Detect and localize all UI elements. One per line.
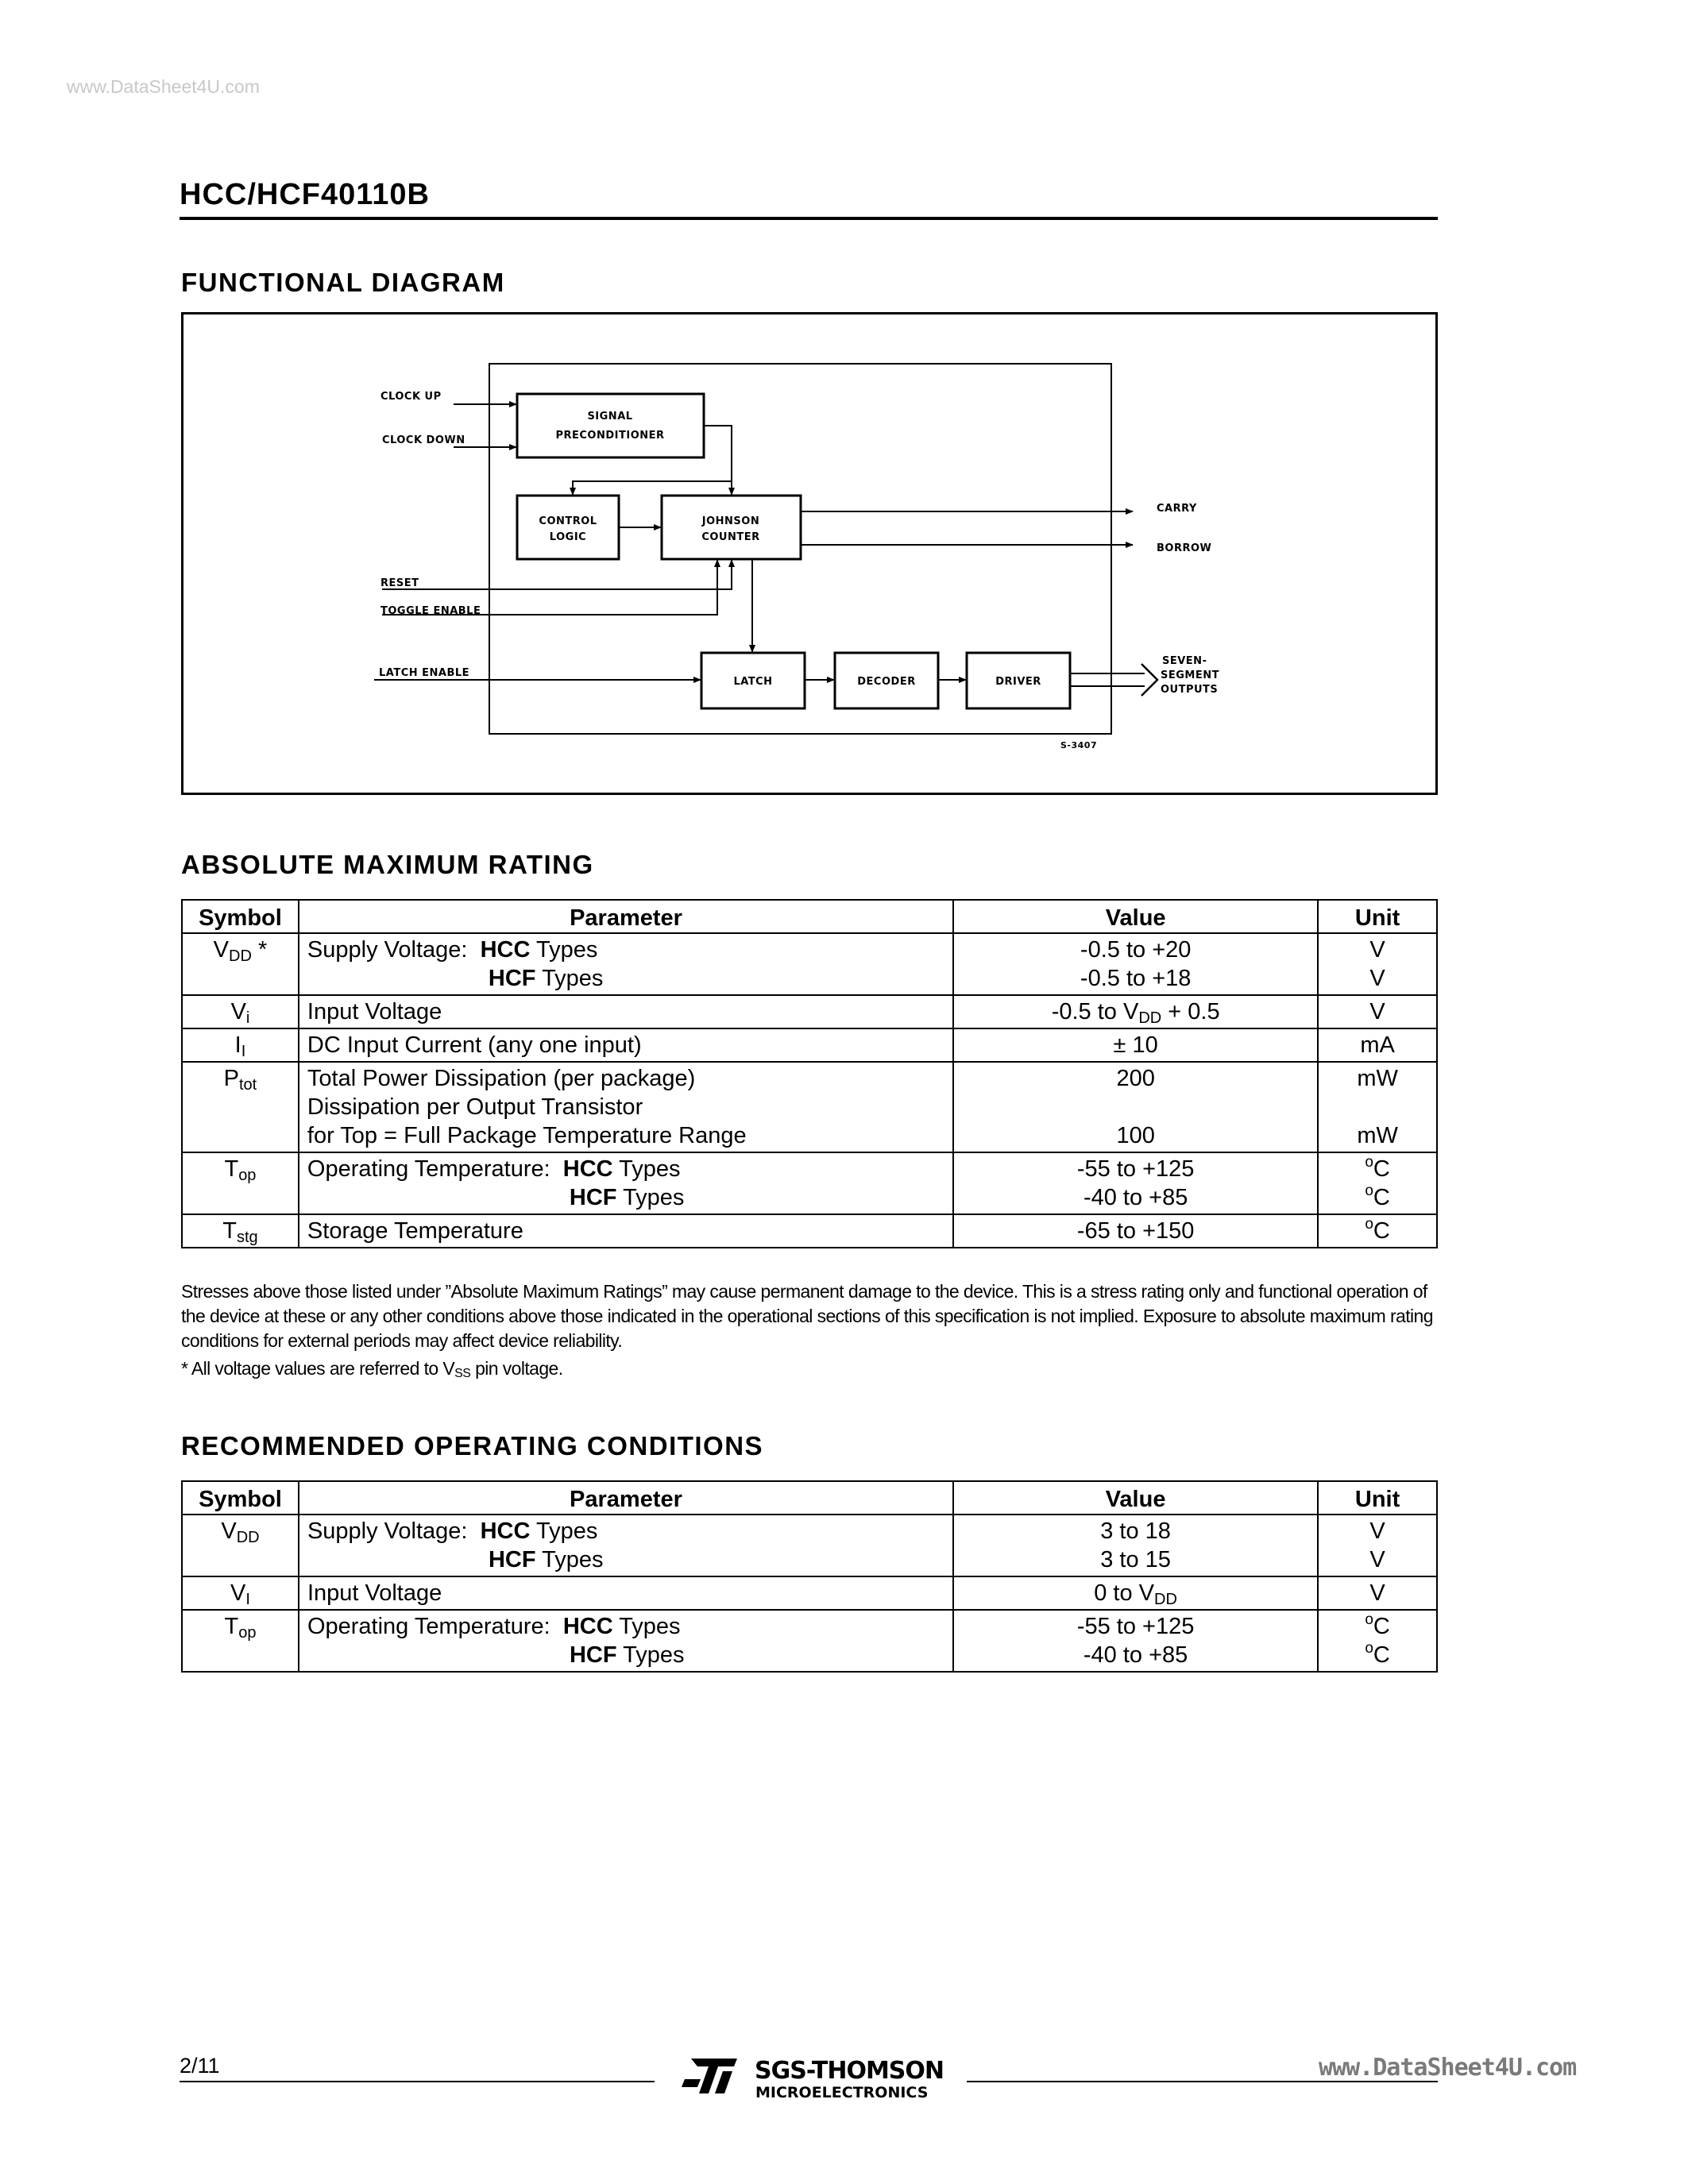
- segment-label: SEGMENT: [1161, 669, 1219, 681]
- col-symbol: Symbol: [182, 900, 299, 933]
- table-row: $P_{tot}$ Total Power Dissipation (per package) Dissipation per Output Transistor for Top = Full Package Temperature Range 200 100 mW mW: [182, 1062, 1437, 1152]
- table-row: $T_{op}$ Operating Temperature: HCC Types HCF Types -55 to +125 -40 to +85 $^o$C $^o$C: [182, 1152, 1437, 1214]
- functional-diagram: [183, 314, 1435, 793]
- voltage-reference-note: * All voltage values are referred to $V_{SS}$ pin voltage.: [181, 1358, 563, 1380]
- abs-max-table: [181, 899, 1438, 1248]
- title-rule: [180, 217, 1438, 220]
- table-row: $I_I$ DC Input Current (any one input) ± 10 mA: [182, 1028, 1437, 1062]
- col-symbol: Symbol: [182, 1481, 299, 1515]
- johnson-label: JOHNSON: [701, 515, 760, 527]
- borrow-label: BORROW: [1157, 542, 1212, 554]
- carry-label: CARRY: [1157, 503, 1197, 515]
- signal-preconditioner-block: [517, 394, 704, 457]
- figure-id: S-3407: [1060, 740, 1098, 751]
- watermark-bottom: www.DataSheet4U.com: [1319, 2054, 1577, 2082]
- functional-diagram-frame: [181, 312, 1438, 795]
- toggle-enable-label: TOGGLE ENABLE: [380, 605, 481, 617]
- preconditioner-label: PRECONDITIONER: [555, 430, 665, 442]
- watermark-top: www.DataSheet4U.com: [67, 76, 260, 97]
- outputs-label: OUTPUTS: [1161, 684, 1219, 696]
- page-number: 2/11: [180, 2054, 220, 2078]
- logo-division: MICROELECTRONICS: [755, 2084, 929, 2101]
- st-logo-icon: [680, 2055, 744, 2097]
- logic-label: LOGIC: [549, 531, 587, 543]
- table-row: $V_{DD}$ Supply Voltage: HCC Types HCF Types 3 to 18 3 to 15 V V: [182, 1515, 1437, 1576]
- table-header-row: [182, 900, 1437, 933]
- abs-max-note: Stresses above those listed under ”Absolute Maximum Ratings” may cause permanent damage to the device. This is a stress rating only and functional operation of the device at these or any other conditions above those indicated in the operational sections of this specification is not implied. Exposure to absolute maximum rating conditions for external periods may affect device reliability.: [181, 1281, 1433, 1351]
- signal-label: SIGNAL: [587, 411, 633, 423]
- johnson-counter-block: [662, 496, 801, 559]
- col-parameter: Parameter: [299, 1481, 953, 1515]
- table-row: $T_{stg}$ Storage Temperature -65 to +150 $^o$C: [182, 1214, 1437, 1248]
- clock-down-label: CLOCK DOWN: [382, 434, 465, 446]
- table-row: $T_{op}$ Operating Temperature: HCC Types HCF Types -55 to +125 -40 to +85 $^o$C $^o$C: [182, 1610, 1437, 1672]
- control-label: CONTROL: [539, 515, 597, 527]
- clock-up-label: CLOCK UP: [380, 391, 442, 403]
- footer-rule-left: [180, 2081, 655, 2082]
- reset-label: RESET: [380, 577, 419, 589]
- logo-company: SGS-THOMSON: [755, 2057, 944, 2085]
- col-value: Value: [953, 1481, 1318, 1515]
- abs-max-heading: ABSOLUTE MAXIMUM RATING: [181, 850, 594, 879]
- col-unit: Unit: [1318, 1481, 1437, 1515]
- col-unit: Unit: [1318, 900, 1437, 933]
- table-row: $V_{DD}$ * Supply Voltage: HCC Types HCF Types -0.5 to +20 -0.5 to +18 V V: [182, 933, 1437, 995]
- table-row: $V_I$ Input Voltage 0 to $V_{DD}$ V: [182, 1576, 1437, 1610]
- latch-label: LATCH: [733, 676, 773, 688]
- functional-diagram-heading: FUNCTIONAL DIAGRAM: [181, 268, 505, 297]
- rec-op-table: [181, 1480, 1438, 1673]
- col-parameter: Parameter: [299, 900, 953, 933]
- latch-enable-label: LATCH ENABLE: [379, 667, 470, 679]
- col-value: Value: [953, 900, 1318, 933]
- rec-op-heading: RECOMMENDED OPERATING CONDITIONS: [181, 1431, 764, 1461]
- seven-label: SEVEN-: [1162, 655, 1207, 667]
- control-logic-block: [517, 496, 619, 559]
- table-header-row: [182, 1481, 1437, 1515]
- table-row: $V_i$ Input Voltage -0.5 to $V_{DD} + 0.5$ V: [182, 995, 1437, 1028]
- driver-label: DRIVER: [995, 676, 1041, 688]
- page-title: HCC/HCF40110B: [180, 178, 430, 211]
- st-logo: [680, 2055, 744, 2101]
- counter-label: COUNTER: [701, 531, 760, 543]
- decoder-label: DECODER: [857, 676, 916, 688]
